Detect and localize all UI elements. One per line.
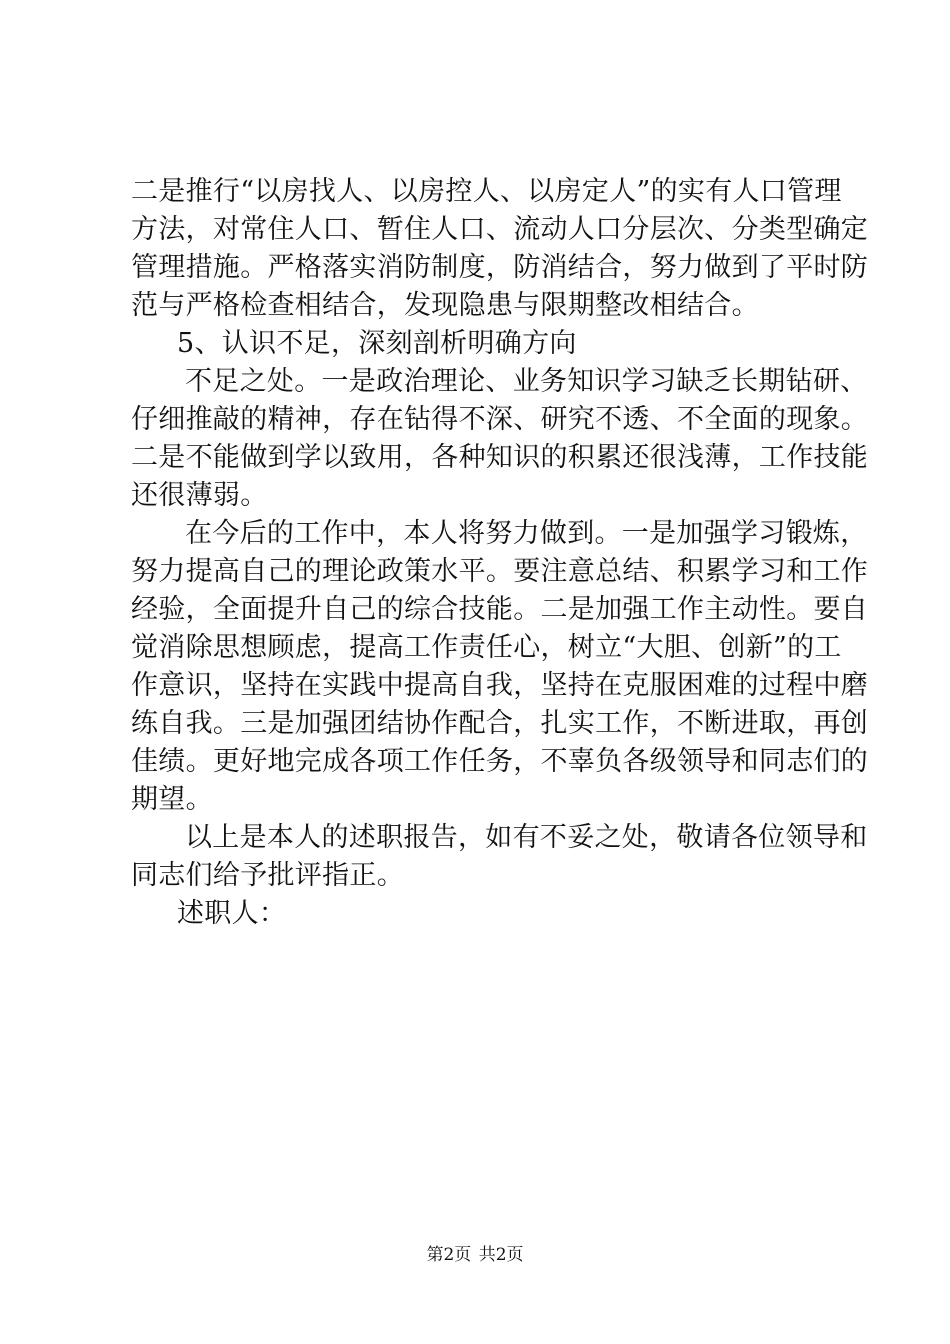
paragraph-line: 还很薄弱。: [131, 480, 268, 511]
paragraph-line: 管理措施。严格落实消防制度，防消结合，努力做到了平时防: [131, 252, 869, 283]
paragraph-line: 二是不能做到学以致用，各种知识的积累还很浅薄，工作技能: [131, 442, 869, 473]
signature-label: 述职人：: [177, 898, 287, 929]
paragraph-line: 努力提高自己的理论政策水平。要注意总结、积累学习和工作: [131, 556, 869, 587]
paragraph-line: 以上是本人的述职报告，如有不妥之处，敬请各位领导和: [185, 822, 868, 853]
paragraph-line: 二是推行“以房找人、以房控人、以房定人”的实有人口管理: [131, 176, 842, 207]
paragraph-line: 期望。: [131, 784, 213, 815]
paragraph-line: 练自我。三是加强团结协作配合，扎实工作，不断进取，再创: [131, 708, 869, 739]
paragraph-line: 不足之处。一是政治理论、业务知识学习缺乏长期钻研、: [185, 366, 868, 397]
paragraph-line: 经验，全面提升自己的综合技能。二是加强工作主动性。要自: [131, 594, 869, 625]
paragraph-line: 范与严格检查相结合，发现隐患与限期整改相结合。: [131, 290, 759, 321]
page-number: 第2页: [426, 1245, 472, 1265]
paragraph-line: 佳绩。更好地完成各项工作任务，不辜负各级领导和同志们的: [131, 746, 869, 777]
paragraph-line: 同志们给予批评指正。: [131, 860, 404, 891]
paragraph-line: 觉消除思想顾虑，提高工作责任心，树立“大胆、创新”的工: [131, 632, 842, 663]
paragraph-line: 方法，对常住人口、暂住人口、流动人口分层次、分类型确定: [131, 214, 869, 245]
paragraph-line: 在今后的工作中，本人将努力做到。一是加强学习锻炼，: [185, 518, 868, 549]
paragraph-line: 仔细推敲的精神，存在钻得不深、研究不透、不全面的现象。: [131, 404, 869, 435]
paragraph-line: 作意识，坚持在实践中提高自我，坚持在克服困难的过程中磨: [131, 670, 869, 701]
page-total: 共2页: [478, 1245, 524, 1265]
section-heading: 5、认识不足，深刻剖析明确方向: [177, 328, 577, 359]
page-footer: [0, 1243, 950, 1267]
